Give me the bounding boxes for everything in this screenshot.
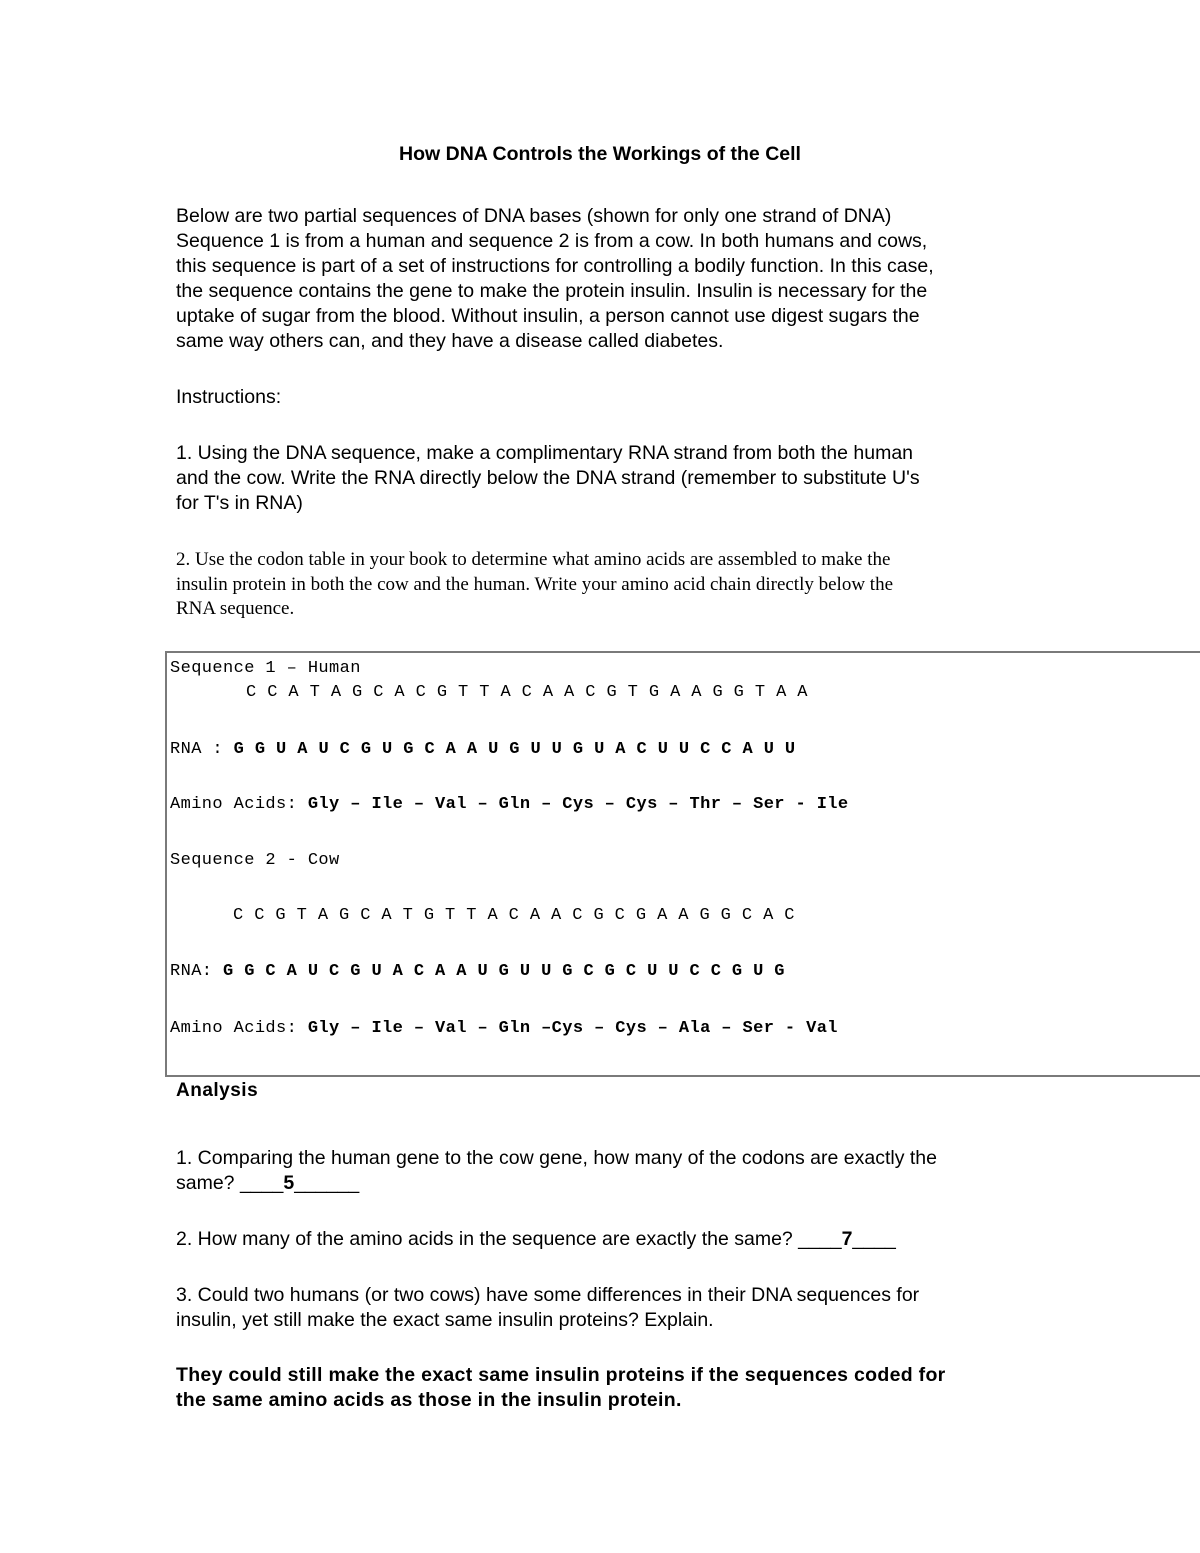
q1-prefix: same? ____ xyxy=(176,1172,284,1194)
instruction-1 xyxy=(176,441,1036,516)
rna-label: RNA : xyxy=(170,740,234,759)
q2-suffix: ____ xyxy=(852,1228,896,1250)
instruction-line: 1. Using the DNA sequence, make a complimentary RNA strand from both the human xyxy=(176,442,914,464)
instruction-line: 2. Use the codon table in your book to determine what amino acids are assembled to make the xyxy=(176,549,891,570)
sequence2-amino-row xyxy=(170,1019,838,1038)
page-title: How DNA Controls the Workings of the Cell xyxy=(399,143,801,165)
amino-label: Amino Acids: xyxy=(170,1019,308,1038)
q2-prefix: 2. How many of the amino acids in the sequence are exactly the same? ____ xyxy=(176,1228,842,1250)
question-line xyxy=(176,1171,1036,1196)
intro-line: Below are two partial sequences of DNA bases (shown for only one strand of DNA) xyxy=(176,205,892,227)
instruction-line: RNA sequence. xyxy=(176,598,295,619)
q1-answer: 5 xyxy=(283,1172,295,1194)
intro-line: Sequence 1 is from a human and sequence 2 is from a cow. In both humans and cows, xyxy=(176,230,928,252)
intro-line: uptake of sugar from the blood. Without insulin, a person cannot use digest sugars the xyxy=(176,305,920,327)
sequence2-label: Sequence 2 - Cow xyxy=(170,851,340,870)
intro-line: this sequence is part of a set of instructions for controlling a bodily function. In this case, xyxy=(176,255,934,277)
sequence1-rna: G G U A U C G U G C A A U G U U G U A C U U C C A U U xyxy=(233,740,796,759)
answer-3 xyxy=(176,1363,1036,1413)
intro-line: same way others can, and they have a disease called diabetes. xyxy=(176,330,724,352)
sequence2-rna-row xyxy=(170,962,785,981)
sequence2-dna: C C G T A G C A T G T T A C A A C G C G A A G G C A C xyxy=(233,906,795,925)
instructions-label: Instructions: xyxy=(176,386,282,408)
sequence1-label: Sequence 1 – Human xyxy=(170,659,361,678)
question-line: insulin, yet still make the exact same insulin proteins? Explain. xyxy=(176,1309,714,1331)
q2-answer: 7 xyxy=(841,1228,853,1250)
q1-suffix: ______ xyxy=(294,1172,360,1194)
question-1 xyxy=(176,1146,1036,1196)
instruction-2 xyxy=(176,548,1036,622)
sequence1-dna: C C A T A G C A C G T T A C A A C G T G A A G G T A A xyxy=(246,683,808,702)
intro-line: the sequence contains the gene to make the protein insulin. Insulin is necessary for the xyxy=(176,280,928,302)
question-line: 1. Comparing the human gene to the cow gene, how many of the codons are exactly the xyxy=(176,1147,937,1169)
sequence2-rna: G G C A U C G U A C A A U G U U G C G C U U C C G U G xyxy=(223,962,785,981)
sequence2-amino: Gly – Ile – Val – Gln –Cys – Cys – Ala – Ser - Val xyxy=(307,1019,838,1038)
instruction-line: for T's in RNA) xyxy=(176,492,303,514)
amino-label: Amino Acids: xyxy=(170,795,308,814)
question-3 xyxy=(176,1283,1036,1333)
answer-line: the same amino acids as those in the insulin protein. xyxy=(176,1389,682,1411)
analysis-heading: Analysis xyxy=(176,1080,259,1101)
rna-label: RNA: xyxy=(170,962,224,981)
question-line: 3. Could two humans (or two cows) have some differences in their DNA sequences for xyxy=(176,1284,920,1306)
instruction-line: insulin protein in both the cow and the human. Write your amino acid chain directly below the xyxy=(176,573,894,595)
sequence1-amino-row xyxy=(170,795,849,814)
question-line xyxy=(176,1227,1036,1252)
sequence1-amino: Gly – Ile – Val – Gln – Cys – Cys – Thr – Ser - Ile xyxy=(307,795,849,814)
sequence1-rna-row xyxy=(170,740,796,759)
question-2 xyxy=(176,1227,1036,1252)
instruction-line: and the cow. Write the RNA directly below the DNA strand (remember to substitute U's xyxy=(176,467,920,489)
intro-paragraph xyxy=(176,204,1036,354)
answer-line: They could still make the exact same insulin proteins if the sequences coded for xyxy=(176,1364,946,1386)
